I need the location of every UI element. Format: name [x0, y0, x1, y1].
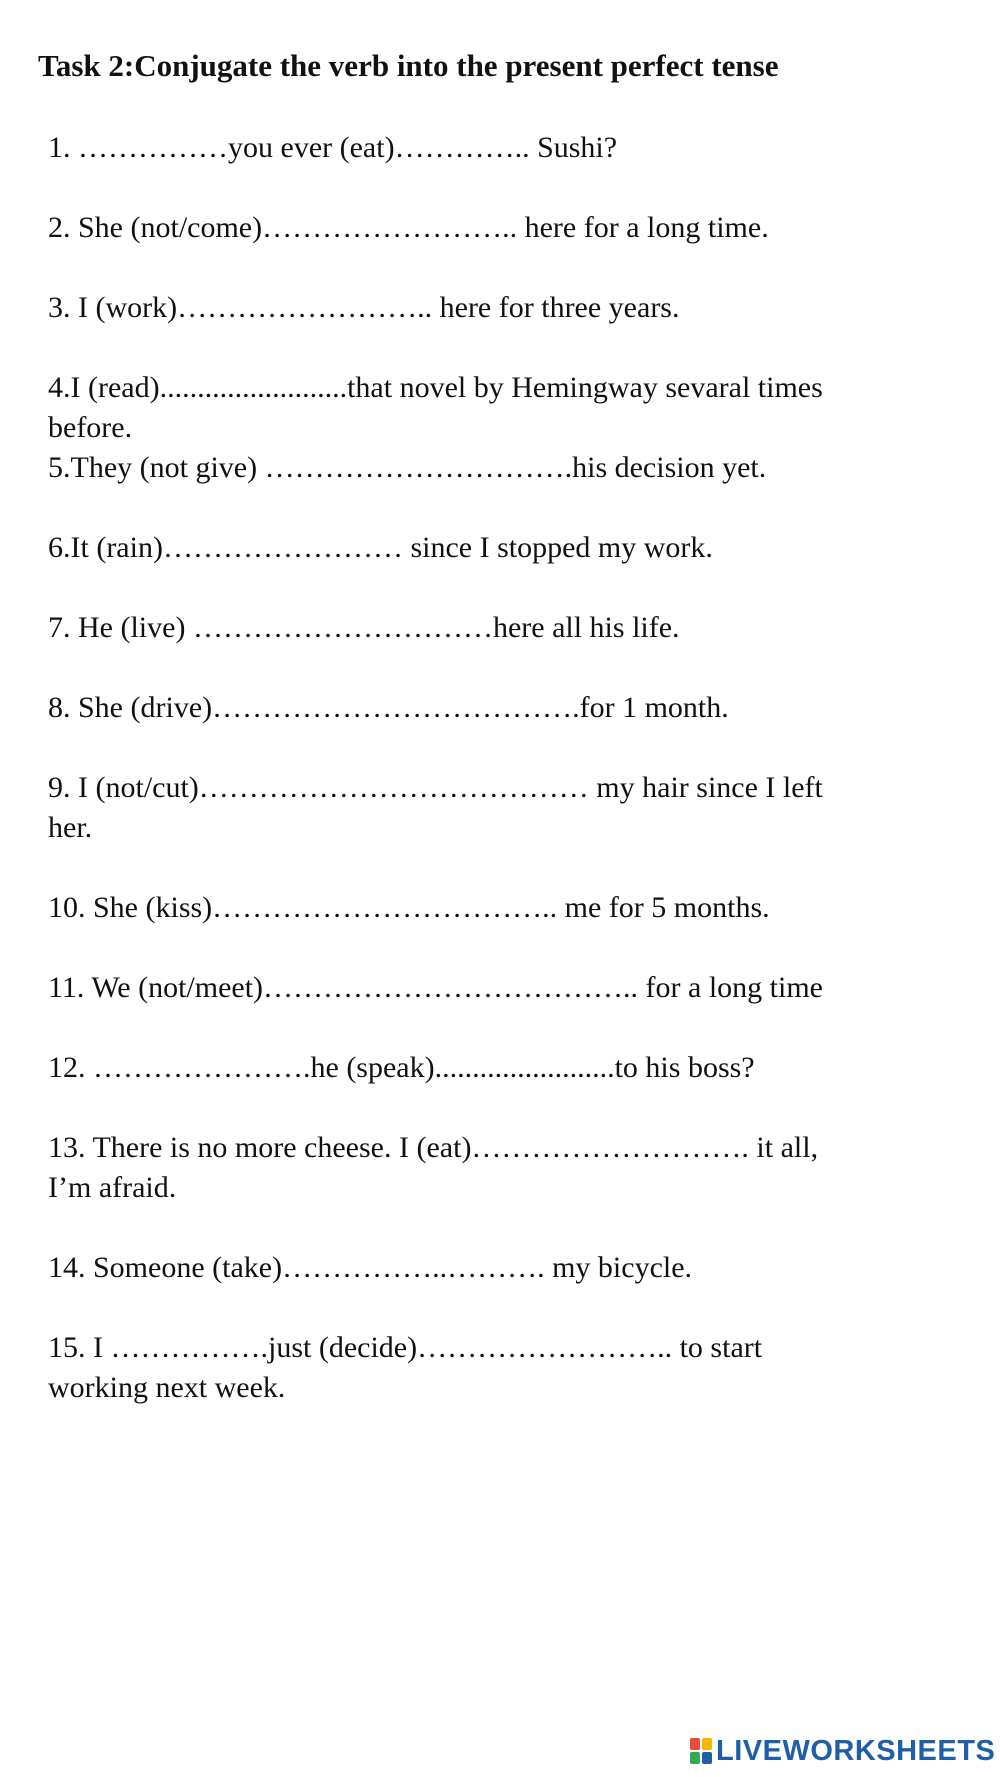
exercise-item-9	[48, 768, 928, 848]
exercise-item-8	[48, 688, 928, 728]
exercise-line: 3. I (work)…………………….. here for three years.	[48, 291, 680, 324]
exercise-item-14	[48, 1248, 928, 1288]
liveworksheets-logo-icon	[690, 1738, 712, 1764]
exercise-line: 5.They (not give) ………………………….his decision yet.	[48, 451, 767, 484]
exercise-line: I’m afraid.	[48, 1171, 177, 1204]
exercise-item-6	[48, 528, 928, 568]
exercise-item-5	[48, 448, 928, 488]
exercise-line: 11. We (not/meet)……………………………….. for a long time	[48, 971, 823, 1004]
exercise-line: 7. He (live) …………………………here all his life.	[48, 611, 680, 644]
exercise-item-10	[48, 888, 928, 928]
exercise-item-1	[48, 128, 928, 168]
exercise-line: 4.I (read).........................that novel by Hemingway sevaral times	[48, 371, 823, 404]
exercise-item-7	[48, 608, 928, 648]
exercise-item-3	[48, 288, 928, 328]
exercise-item-4	[48, 368, 928, 448]
exercise-item-13	[48, 1128, 928, 1208]
logo-mark-square	[690, 1752, 700, 1764]
exercise-line: 8. She (drive)……………………………….for 1 month.	[48, 691, 729, 724]
exercise-line: her.	[48, 811, 93, 844]
logo-text: LIVEWORKSHEETS	[716, 1734, 996, 1767]
exercise-line: working next week.	[48, 1371, 286, 1404]
logo-mark-square	[702, 1752, 712, 1764]
exercise-line: 1. ……………you ever (eat)………….. Sushi?	[48, 131, 618, 164]
exercise-line: before.	[48, 411, 133, 444]
exercise-line: 13. There is no more cheese. I (eat)………………………. it all,	[48, 1131, 819, 1164]
logo-mark-square	[690, 1738, 700, 1750]
exercise-item-15	[48, 1328, 928, 1408]
exercise-line: 14. Someone (take)……………..………. my bicycle.	[48, 1251, 693, 1284]
exercise-item-12	[48, 1048, 928, 1088]
exercise-line: 9. I (not/cut)………………………………… my hair since I left	[48, 771, 823, 804]
exercise-item-11	[48, 968, 928, 1008]
liveworksheets-logo[interactable]	[690, 1735, 995, 1767]
worksheet-title: Task 2:Conjugate the verb into the present perfect tense	[38, 48, 779, 83]
exercise-line: 10. She (kiss)…………………………….. me for 5 months.	[48, 891, 770, 924]
exercise-line: 12. ………………….he (speak)........................to his boss?	[48, 1051, 755, 1084]
exercise-line: 2. She (not/come)…………………….. here for a long time.	[48, 211, 769, 244]
exercise-line: 15. I …………….just (decide)…………………….. to start	[48, 1331, 763, 1364]
exercise-item-2	[48, 208, 928, 248]
logo-mark-square	[702, 1738, 712, 1750]
exercise-line: 6.It (rain)…………………… since I stopped my work.	[48, 531, 713, 564]
